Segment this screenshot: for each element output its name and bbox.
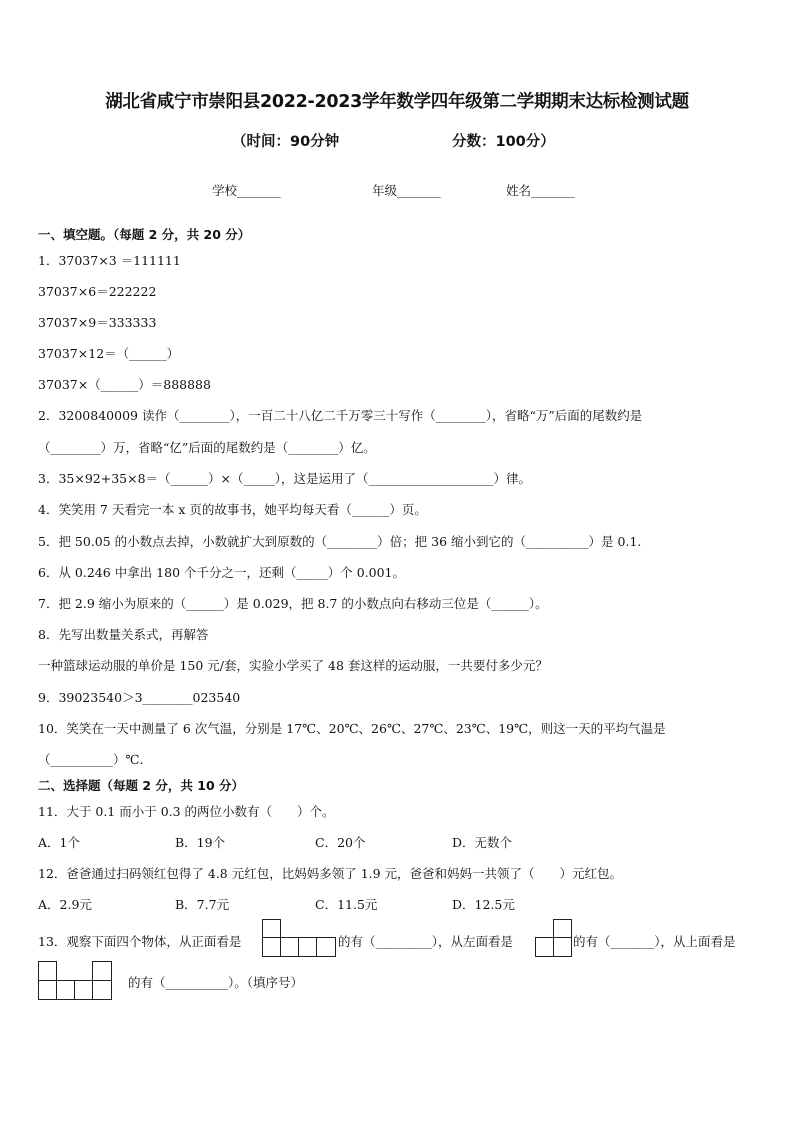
option-d: D．12.5元: [452, 897, 515, 912]
option-a: A．1个: [38, 835, 80, 850]
question-11: 11．大于 0.1 而小于 0.3 的两位小数有（ ）个。: [38, 804, 335, 819]
name-field: 姓名_______: [506, 183, 575, 198]
question-13-part-d: 的有（__________）。（填序号）: [128, 975, 304, 990]
option-d: D．无数个: [452, 835, 513, 850]
question-line: 7．把 2.9 缩小为原来的（______）是 0.029，把 8.7 的小数点向右移动三位是（______）。: [38, 596, 548, 611]
section-heading-multiple-choice: 二、选择题（每题 2 分，共 10 分）: [38, 778, 245, 793]
option-a: A．2.9元: [38, 897, 92, 912]
question-12: 12．爸爸通过扫码领红包得了 4.8 元红包，比妈妈多领了 1.9 元，爸爸和妈妈一共领了（ ）元红包。: [38, 866, 623, 881]
question-line: 1．37037×3 ＝111111: [38, 253, 181, 268]
question-line: 8．先写出数量关系式，再解答: [38, 627, 209, 642]
option-b: B．19个: [175, 835, 226, 850]
question-line: 37037×9＝333333: [38, 315, 157, 330]
option-c: C．20个: [315, 835, 366, 850]
section-heading-fill-blank: 一、填空题。（每题 2 分，共 20 分）: [38, 227, 251, 242]
option-c: C．11.5元: [315, 897, 378, 912]
question-line: 37037×6＝222222: [38, 284, 157, 299]
question-line: （__________）℃.: [38, 752, 144, 767]
question-line: 3．35×92+35×8＝（______）×（_____），这是运用了（____________________）律。: [38, 471, 532, 486]
option-b: B．7.7元: [175, 897, 230, 912]
question-line: （________）万，省略“亿”后面的尾数约是（________）亿。: [38, 440, 376, 455]
question-line: 37037×（______）＝888888: [38, 377, 211, 392]
question-line: 6．从 0.246 中拿出 180 个千分之一，还剩（_____）个 0.001。: [38, 565, 405, 580]
question-line: 9．39023540＞3________023540: [38, 690, 241, 705]
question-13-part-b: 的有（_________），从左面看是: [338, 934, 514, 949]
page-title: 湖北省咸宁市崇阳县2022-2023学年数学四年级第二学期期末达标检测试题: [105, 92, 689, 112]
question-line: 一种篮球运动服的单价是 150 元/套，实验小学买了 48 套这样的运动服，一共要付多少元？: [38, 658, 548, 673]
exam-time: （时间：90分钟: [232, 134, 340, 150]
question-line: 37037×12＝（______）: [38, 346, 180, 361]
question-line: 4．笑笑用 7 天看完一本 x 页的故事书，她平均每天看（______）页。: [38, 502, 427, 517]
exam-score: 分数：100分）: [452, 134, 555, 150]
question-13-part-c: 的有（_______），从上面看是: [573, 934, 736, 949]
question-line: 10．笑笑在一天中测量了 6 次气温，分别是 17℃、20℃、26℃、27℃、23℃、19℃，则这一天的平均气温是: [38, 721, 666, 736]
grade-field: 年级_______: [372, 183, 441, 198]
school-field: 学校_______: [212, 183, 281, 198]
question-line: 5．把 50.05 的小数点去掉，小数就扩大到原数的（________）倍；把 36 缩小到它的（__________）是 0.1.: [38, 534, 642, 549]
question-line: 2．3200840009 读作（________），一百二十八亿二千万零三十写作（________），省略“万”后面的尾数约是: [38, 408, 643, 423]
question-13-part-a: 13．观察下面四个物体，从正面看是: [38, 934, 242, 949]
